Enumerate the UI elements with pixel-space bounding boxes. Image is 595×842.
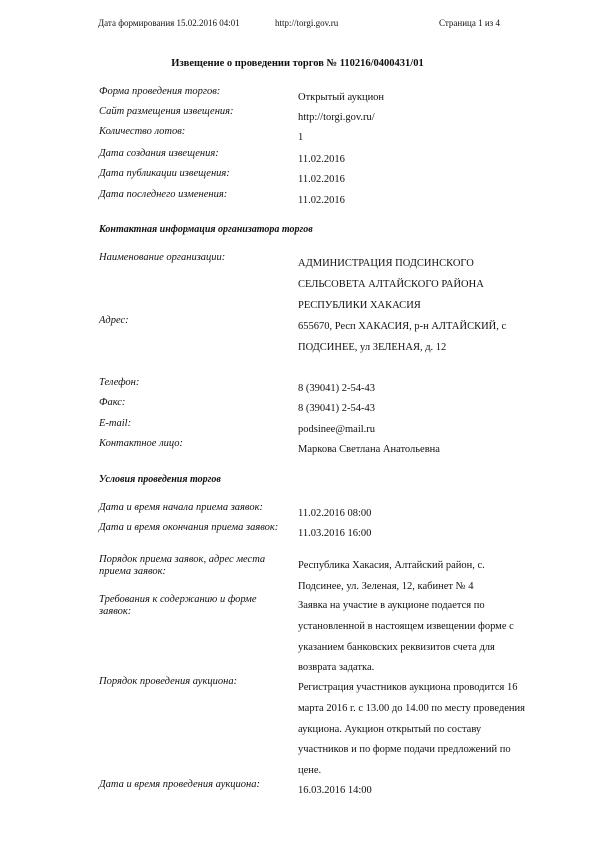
field-label: Телефон: bbox=[99, 377, 140, 388]
field-label: E-mail: bbox=[99, 418, 132, 429]
field-label: Наименование организации: bbox=[99, 252, 226, 263]
header-page-number: Страница 1 из 4 bbox=[439, 18, 500, 28]
field-value-email[interactable]: podsinee@mail.ru bbox=[298, 424, 376, 435]
field-value: Открытый аукцион bbox=[298, 92, 385, 103]
field-label: Порядок приема заявок, адрес места приема заявок: bbox=[99, 554, 266, 577]
field-value: 11.02.2016 bbox=[298, 195, 345, 206]
field-value-link[interactable]: http://torgi.gov.ru/ bbox=[298, 112, 375, 123]
field-value: 8 (39041) 2-54-43 bbox=[298, 383, 375, 394]
field-label: Дата последнего изменения: bbox=[99, 189, 228, 200]
field-value: 8 (39041) 2-54-43 bbox=[298, 403, 375, 414]
document-title: Извещение о проведении торгов № 110216/0400431/01 bbox=[171, 58, 424, 69]
field-label: Адрес: bbox=[99, 315, 129, 326]
field-value: Заявка на участие в аукционе подается по установленной в настоящем извещении форме с указанием банковских реквизитов счета для возврата задатка. bbox=[298, 600, 514, 674]
field-value: 655670, Респ ХАКАСИЯ, р-н АЛТАЙСКИЙ, с ПОДСИНЕЕ, ул ЗЕЛЕНАЯ, д. 12 bbox=[298, 321, 507, 353]
field-label: Сайт размещения извещения: bbox=[99, 106, 234, 117]
field-value: Маркова Светлана Анатольевна bbox=[298, 444, 440, 455]
field-value: 16.03.2016 14:00 bbox=[298, 785, 372, 796]
section-title-conditions: Условия проведения торгов bbox=[99, 474, 221, 485]
field-label: Дата и время начала приема заявок: bbox=[99, 502, 263, 513]
field-label: Порядок проведения аукциона: bbox=[99, 676, 238, 687]
field-label: Требования к содержанию и форме заявок: bbox=[99, 594, 257, 617]
field-value: Регистрация участников аукциона проводится 16 марта 2016 г. с 13.00 до 14.00 по месту проведения аукциона. Аукцион открытый по составу участников и по форме подачи предложений по цене. bbox=[298, 682, 526, 777]
field-value: Республика Хакасия, Алтайский район, с. Подсинее, ул. Зеленая, 12, кабинет № 4 bbox=[298, 560, 485, 592]
field-value: 11.02.2016 bbox=[298, 174, 345, 185]
field-value: 11.02.2016 bbox=[298, 154, 345, 165]
field-label: Дата и время окончания приема заявок: bbox=[99, 522, 279, 533]
field-label: Факс: bbox=[99, 397, 126, 408]
field-label: Дата публикации извещения: bbox=[99, 168, 230, 179]
field-value: 11.02.2016 08:00 bbox=[298, 508, 372, 519]
field-label: Форма проведения торгов: bbox=[99, 86, 221, 97]
field-label: Контактное лицо: bbox=[99, 438, 184, 449]
field-label: Дата и время проведения аукциона: bbox=[99, 779, 260, 790]
field-label: Количество лотов: bbox=[99, 126, 186, 137]
field-value: 1 bbox=[298, 132, 304, 143]
header-formed-date: Дата формирования 15.02.2016 04:01 bbox=[98, 18, 240, 28]
field-label: Дата создания извещения: bbox=[99, 148, 219, 159]
header-site-link[interactable]: http://torgi.gov.ru bbox=[275, 18, 339, 28]
field-value: 11.03.2016 16:00 bbox=[298, 528, 372, 539]
section-title-contacts: Контактная информация организатора торгов bbox=[99, 224, 313, 235]
field-value: АДМИНИСТРАЦИЯ ПОДСИНСКОГО СЕЛЬСОВЕТА АЛТАЙСКОГО РАЙОНА РЕСПУБЛИКИ ХАКАСИЯ bbox=[298, 258, 484, 311]
